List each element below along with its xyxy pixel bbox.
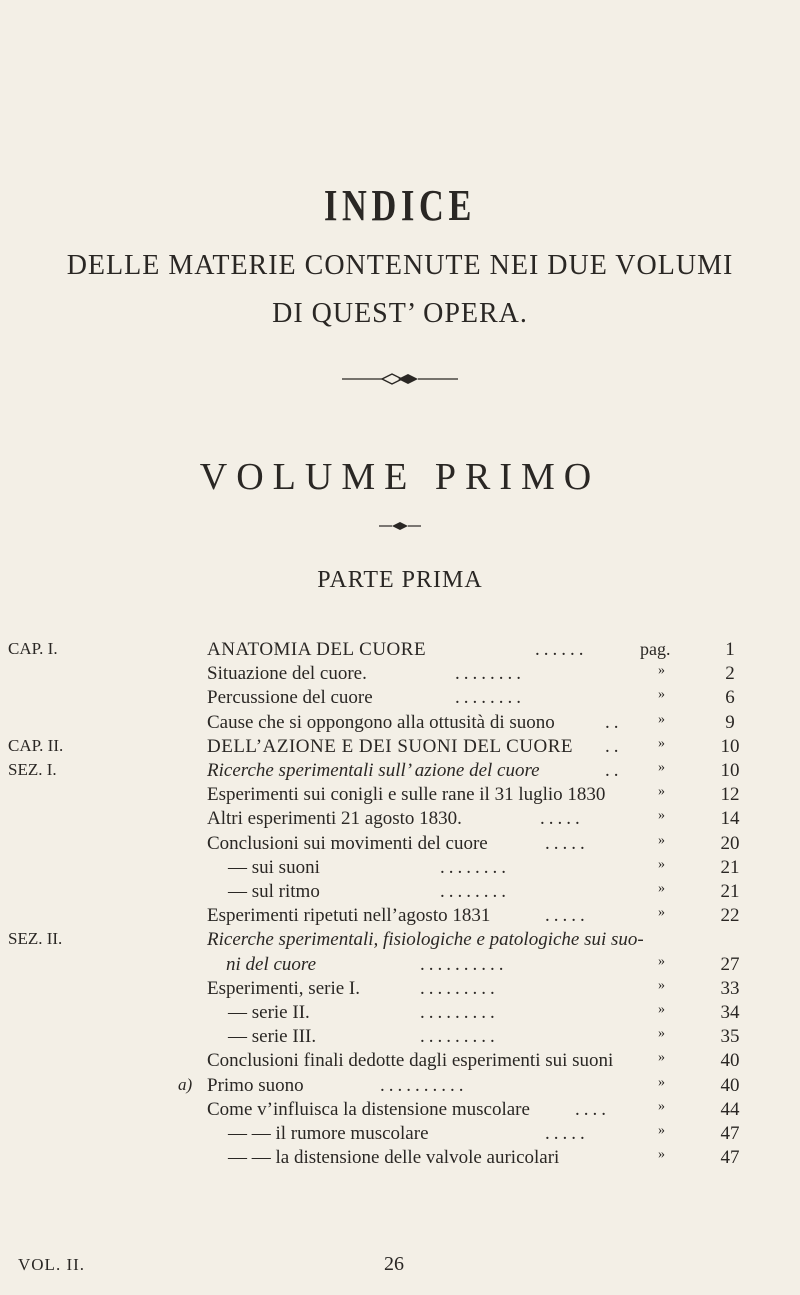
toc-entry-page-marker: » [658, 857, 665, 872]
toc-entry-leader: ......... [420, 1002, 499, 1023]
toc-entry-text: Altri esperimenti 21 agosto 1830. [207, 808, 462, 829]
toc-entry-leader: .......... [420, 954, 508, 975]
toc-entry-page-marker: » [658, 881, 665, 896]
toc-entry [0, 1002, 800, 1028]
toc-entry-label: SEZ. I. [8, 760, 57, 779]
toc-entry [0, 929, 800, 955]
toc-entry-page-marker: » [658, 1075, 665, 1090]
toc-entry-leader: ........ [440, 857, 510, 878]
toc-entry-page-number: 34 [720, 1002, 740, 1023]
toc-entry-label: CAP. II. [8, 736, 64, 755]
toc-entry-leader: .... [575, 1099, 610, 1120]
toc-entry-leader: ..... [545, 833, 589, 854]
toc-entry-page-number: 22 [720, 905, 740, 926]
toc-entry-page-marker: » [658, 760, 665, 775]
toc-entry-text: — sui suoni [228, 857, 320, 878]
toc-entry [0, 808, 800, 834]
page-title: INDICE [323, 181, 477, 230]
toc-entry [0, 760, 800, 786]
toc-entry-text: — serie II. [228, 1002, 310, 1023]
toc-entry-text: ANATOMIA DEL CUORE [207, 639, 427, 660]
toc-entry [0, 663, 800, 689]
toc-entry [0, 1123, 800, 1149]
ornament-icon [340, 372, 460, 386]
toc-entry-page-number: 14 [720, 808, 740, 829]
toc-entry-text: Ricerche sperimentali, fisiologiche e patologiche sui suo- [207, 929, 644, 950]
toc-entry [0, 954, 800, 980]
signature-number: 26 [384, 1253, 404, 1275]
toc-entry [0, 736, 800, 762]
toc-entry-page-number: 40 [720, 1075, 740, 1096]
toc-entry-text: ni del cuore [226, 954, 317, 975]
toc-entry-page-marker: » [658, 712, 665, 727]
subtitle-line-2: DI QUEST’ OPERA. [272, 298, 528, 329]
toc-entry-page-number: 47 [720, 1123, 740, 1144]
toc-entry-page-marker: » [658, 1026, 665, 1041]
toc-entry-page-number: 40 [720, 1050, 740, 1071]
toc-entry-page-marker: » [658, 1002, 665, 1017]
toc-entry-page-marker: » [658, 833, 665, 848]
toc-entry-text: Cause che si oppongono alla ottusità di suono [207, 712, 555, 733]
toc-entry [0, 639, 800, 665]
toc-entry-leader: ........ [455, 687, 525, 708]
toc-entry-page-number: 10 [720, 736, 740, 757]
toc-entry-text: Conclusioni sui movimenti del cuore [207, 833, 488, 854]
toc-entry-leader: ......... [420, 1026, 499, 1047]
toc-entry [0, 833, 800, 859]
toc-entry-page-marker: » [658, 978, 665, 993]
toc-entry [0, 857, 800, 883]
toc-entry-page-marker: » [658, 808, 665, 823]
toc-entry-leader: .......... [380, 1075, 468, 1096]
toc-entry-page-number: 6 [725, 687, 735, 708]
toc-entry-page-marker: » [658, 1147, 665, 1162]
volume-heading: VOLUME PRIMO [199, 456, 601, 498]
toc-entry-page-number: 1 [725, 639, 735, 660]
toc-entry-page-number: 12 [720, 784, 740, 805]
toc-entry-leader: ..... [545, 905, 589, 926]
toc-entry-text: Esperimenti, serie I. [207, 978, 361, 999]
toc-entry-page-number: 21 [720, 857, 740, 878]
toc-entry [0, 1075, 800, 1101]
toc-entry-text: Percussione del cuore [207, 687, 373, 708]
toc-entry-page-number: 9 [725, 712, 735, 733]
toc-entry-text: — — la distensione delle valvole auricolari [228, 1147, 560, 1168]
toc-entry [0, 905, 800, 931]
toc-entry-leader: .. [605, 736, 623, 757]
toc-entry [0, 712, 800, 738]
toc-entry-leader: ..... [545, 1123, 589, 1144]
toc-entry-page-number: 44 [720, 1099, 740, 1120]
toc-entry-page-marker: » [658, 736, 665, 751]
toc-entry-page-number: 2 [725, 663, 735, 684]
toc-entry [0, 1147, 800, 1173]
toc-entry-page-number: 33 [720, 978, 740, 999]
toc-entry-text: Primo suono [207, 1075, 304, 1096]
toc-entry-text: Esperimenti sui conigli e sulle rane il 31 luglio 1830 [207, 784, 606, 805]
toc-entry-page-marker: » [658, 663, 665, 678]
toc-entry-text: Ricerche sperimentali sull’ azione del cuore [207, 760, 540, 781]
toc-entry [0, 784, 800, 810]
toc-entry-text: Come v’influisca la distensione muscolare [207, 1099, 530, 1120]
toc-entry-leader: ...... [535, 639, 588, 660]
toc-entry-text: — sul ritmo [228, 881, 320, 902]
toc-entry-label: CAP. I. [8, 639, 58, 658]
toc-entry-page-marker: » [658, 1123, 665, 1138]
small-ornament-divider [0, 518, 800, 536]
toc-entry-leader: ........ [440, 881, 510, 902]
toc-entry-leader: .. [605, 712, 623, 733]
toc-entry-page-marker: pag. [640, 639, 671, 659]
part-heading: PARTE PRIMA [317, 567, 483, 593]
toc-entry-text: — serie III. [228, 1026, 317, 1047]
toc-entry [0, 1050, 800, 1076]
toc-entry-page-number: 20 [720, 833, 740, 854]
toc-entry [0, 881, 800, 907]
toc-entry-page-marker: » [658, 905, 665, 920]
toc-entry-page-marker: » [658, 784, 665, 799]
toc-entry [0, 1099, 800, 1125]
toc-entry-page-marker: » [658, 687, 665, 702]
small-ornament-icon [378, 521, 422, 531]
toc-entry-leader: ..... [540, 808, 584, 829]
toc-entry-label: SEZ. II. [8, 929, 63, 948]
toc-entry-leader: ........ [455, 663, 525, 684]
toc-entry-page-number: 35 [720, 1026, 740, 1047]
toc-entry-leader: ......... [420, 978, 499, 999]
toc-entry-text: Conclusioni finali dedotte dagli esperimenti sui suoni [207, 1050, 614, 1071]
toc-entry-text: DELL’AZIONE E DEI SUONI DEL CUORE [207, 736, 574, 757]
toc-entry-page-marker: » [658, 954, 665, 969]
toc-entry-text: Esperimenti ripetuti nell’agosto 1831 [207, 905, 491, 926]
toc-entry-page-number: 10 [720, 760, 740, 781]
subtitle-line-1: DELLE MATERIE CONTENUTE NEI DUE VOLUMI [66, 250, 734, 281]
volume-signature: VOL. II. [18, 1255, 86, 1274]
toc-entry-page-number: 21 [720, 881, 740, 902]
toc-entry-page-marker: » [658, 1099, 665, 1114]
toc-entry-page-marker: » [658, 1050, 665, 1065]
toc-entry-text: — — il rumore muscolare [228, 1123, 429, 1144]
toc-entry [0, 687, 800, 713]
toc-entry [0, 978, 800, 1004]
toc-entry-label: a) [178, 1075, 193, 1094]
toc-entry [0, 1026, 800, 1052]
ornament-divider [0, 372, 800, 391]
toc-entry-page-number: 27 [720, 954, 740, 975]
toc-entry-leader: .. [605, 760, 623, 781]
toc-entry-text: Situazione del cuore. [207, 663, 367, 684]
toc-entry-page-number: 47 [720, 1147, 740, 1168]
